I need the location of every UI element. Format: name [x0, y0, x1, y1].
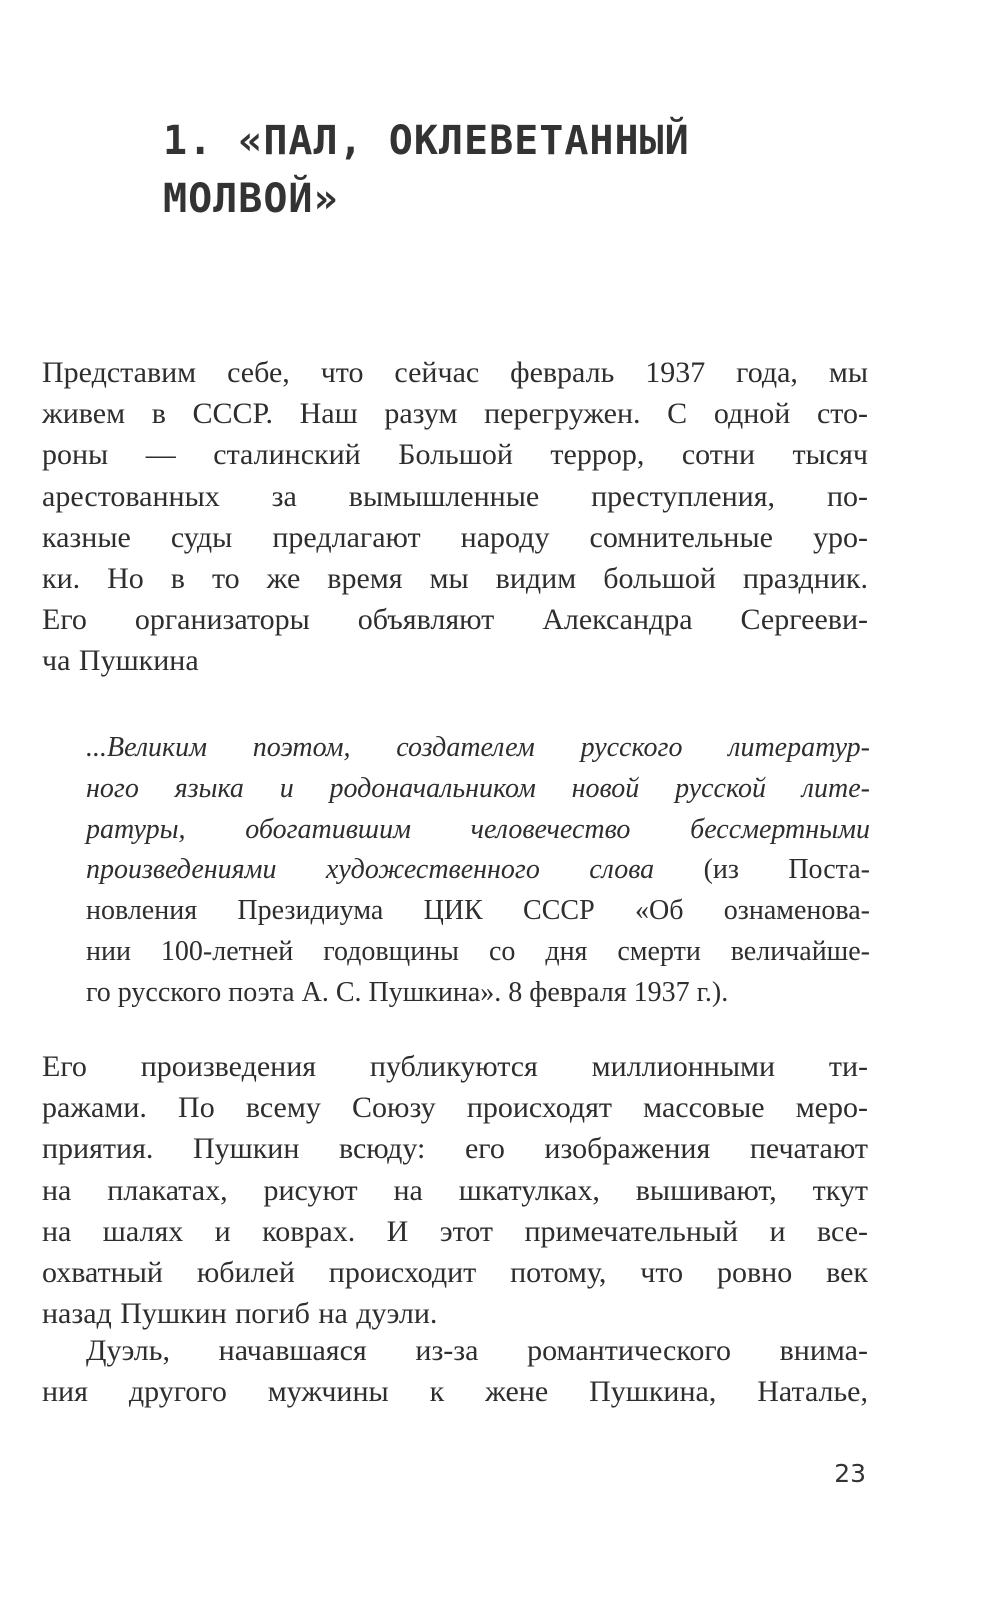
quote-line: го русского поэта А. С. Пушкина». 8 февраля 1937 г.).: [86, 976, 729, 1008]
quote-line: новления Президиума ЦИК СССР «Об ознаменова-: [86, 895, 870, 927]
text-line: живем в СССР. Наш разум перегружен. С одной сто-: [42, 397, 868, 431]
quote-source-fragment: (из Поста-: [654, 854, 871, 886]
paragraph-2: [42, 1046, 868, 1334]
text-line: на плакатах, рисуют на шкатулках, вышивают, ткут: [42, 1173, 868, 1207]
text-line: Дуэль, начавшаяся из-за романтического внима-: [86, 1334, 868, 1367]
text-line: Его организаторы объявляют Александра Сергееви-: [42, 603, 868, 637]
text-line: казные суды предлагают народу сомнительные уро-: [42, 520, 868, 554]
text-line: на шалях и коврах. И этот примечательный и все-: [42, 1214, 868, 1248]
text-line: ния другого мужчины к жене Пушкина, Наталье,: [42, 1375, 868, 1409]
quote-italic-fragment: произведениями художественного слова: [86, 854, 655, 886]
chapter-title-line-1: 1. «ПАЛ, ОКЛЕВЕТАННЫЙ: [163, 118, 690, 164]
text-line: арестованных за вымышленные преступления, по-: [42, 479, 868, 513]
paragraph-1: [42, 352, 868, 682]
chapter-title: [163, 112, 863, 228]
text-line: ча Пушкина: [42, 644, 199, 678]
quote-line: ...Великим поэтом, создателем русского литератур-: [86, 732, 870, 763]
paragraph-3: [42, 1330, 868, 1412]
chapter-title-line-2: МОЛВОЙ»: [163, 176, 339, 222]
text-line: ки. Но в то же время мы видим большой праздник.: [42, 562, 868, 596]
text-line: Представим себе, что сейчас февраль 1937 года, мы: [42, 356, 868, 389]
text-line: Его произведения публикуются миллионными ти-: [42, 1050, 868, 1083]
decree-quote: [86, 728, 870, 1014]
text-line: приятия. Пушкин всюду: его изображения печатают: [42, 1132, 868, 1166]
quote-line: нии 100-летней годовщины со дня смерти величайше-: [86, 935, 870, 967]
quote-line: ратуры, обогатившим человечество бессмертными: [86, 813, 870, 845]
quote-line: ного языка и родоначальником новой русской лите-: [86, 772, 870, 804]
quote-line: [86, 850, 870, 891]
text-line: назад Пушкин погиб на дуэли.: [42, 1297, 438, 1331]
text-line: роны — сталинский Большой террор, сотни тысяч: [42, 438, 868, 472]
page-number: 23: [834, 1459, 866, 1488]
text-line: ражами. По всему Союзу происходят массовые меро-: [42, 1091, 868, 1125]
text-line: охватный юбилей происходит потому, что ровно век: [42, 1256, 868, 1290]
